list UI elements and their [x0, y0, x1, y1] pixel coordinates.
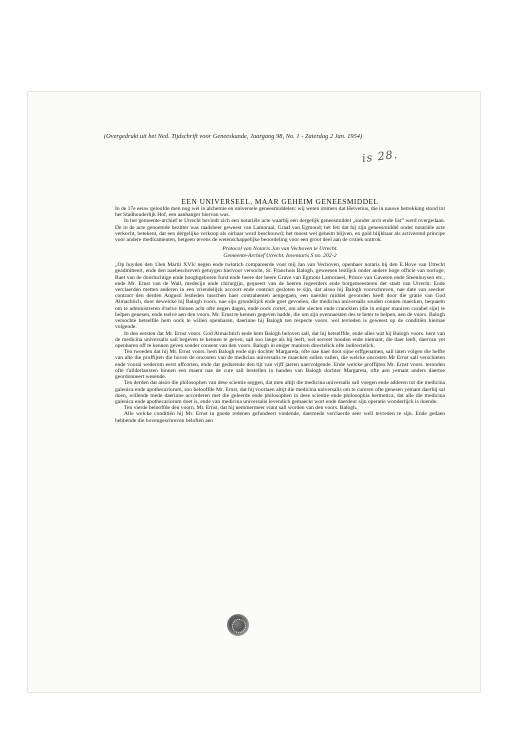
protocol-line-2: Gemeente-Archief Utrecht. Inventaris S no. 202-2 — [223, 252, 337, 259]
handwritten-annotation: is 28. — [361, 147, 399, 166]
library-stamp-seal — [227, 614, 249, 636]
protocol-line-1: Protocol van Notaris Jan van Vechoven te Utrecht. — [222, 246, 338, 253]
deed-paragraph-6: Alle welcke conditiën hij Mr. Ernst in goede redenen gefundeert vindende, daermede verclaerde seer well tevreden te sijn. Ende gedaen hebbende die bovengeschreven beloften aen — [115, 411, 445, 424]
intro-paragraph-2: In het gemeente-archief te Utrecht bevindt zich een notariële acte waarbij een dergelijk geneesmiddel „sonder arch ende list” werd overgedaan. De in de acte genoemde bezitter was raadsheer geweest van Lamoraal, Graaf van Egmond; het feit dat hij zijn geneesmiddel onder notariële acte verkocht, betekent, dat een dergelijke verkoop als oirbaar werd beschouwd; het moest wel geheim blijven, en gold blijkbaar als activerend principe voor andere medicamenten, hetgeen tevens de wetenschappelijke beoordeling voor een groot deel aan de critiek onttrok. — [115, 218, 445, 244]
deed-paragraph-1: „Op huyden den 13en Martii XVIc negen ende twintich compareerde voor mij Jan van Vechoven, openbaer notaris bij den E.Hove van Utrecht geadmitteert, ende den naebeschreven getuygen hiervoor versocht, Sr. Franchois Balogh, geweesen lestlijck onder andere hoge officie van oorloge, Raet van de doorluchtige ende hooghgeboren furst ende heere der heere Grave van Egmont Lamoraeel, Prince van Gaveren ende Steenhuysen etc., ende Mr. Ernst van de Wall, medecijn ende chirurgijn, gequeert van de heeren regeerders ende borgemeesteren der stadt van Utrecht. Ende verclaerden metten anderen in een vriendelijck accoort ende contract gesloten te sijn, dat alsoo hij Balogh voorschreven, nae date van seecker contract den derden Augusti lestleden tusschen haer contrahenten aengegaen, een naerder middel gevonden heeft door die gratie van God Almachtich, door dewelcke hij Balogh voors. nae sijn grondelijck ende goet gevoelen, die medicina universalis souden connen maecken, bequaem om te administreren d'selve binnen acht ofte negen dagen, ende oock corter, om alle siecten ende cranckten (die in eniger maniren curabel sijn) te helpen genesen, ende tselve aen den voors. Mr. Ernst te kennen gegeven hadde, die om sijn evennaesten des te beter te helpen, aen de voors. Balogh versochte hetselfde hem oock te willen openbaren, daerinne hij Balogh ten respecte voors. wel tevreden is geweest op de conditiën hiernae volgende. — [115, 262, 445, 331]
article-title: EEN UNIVERSEEL, MAAR GEHEIM GENEESMIDDEL — [181, 197, 379, 206]
deed-paragraph-3: Ten tweeden dat hij Mr. Ernst voors. hem Balogh ende sijn dochter Margareta, ofte nae haer doot sijne erffgenamen, sall laten volgen die helfte van alle die proffijten die hoven de oncosten van de medicina universalis te maecken sullen vallen, die welcke oncosten Mr Ernst sall verschieten ende vooral wederom eerst affcorten, ende dat gedurende den tijt van vijff jaeren naervolgende. Ende welcke proffijten Mr. Ernst voors. teronden ofte t'allderlanxten binnen een maent nae de cure sall bestellen in handen van Balogh dochter Margareta, ofte aen yemant anders daertoe geordonneert wesende. — [115, 349, 445, 381]
deed-paragraph-2: In den eersten dat Mr. Ernst voors. God Almachtich ende hem Balogh beloven sall, dat hij hetselffde, ende alles wat hij Balogh voors. hem van de medicina universalis sall begeven te kennen te geven, sall soo lange als hij leeft, wel secreet houden ende niemant, die daer leeft, daervan yet openbaren off te kennen geven sonder consent van den voors. Balogh in eniger maniren directelick ofte indirectelick. — [115, 330, 445, 349]
deed-paragraph-5: Ten vierde belooffde den voorn. Mr. Ernst, dat hij nemmermeer viant sall worden van den voors. Balogh. — [124, 405, 358, 412]
article-body — [115, 206, 445, 424]
reprint-header: (Overgedrukt uit het Ned. Tijdschrift voor Geneeskunde, Jaargang 98, No. 1 - Zaterdag 2 Jan. 1954) — [104, 133, 363, 140]
deed-paragraph-4: Ten derden dat alsoo die philosophen van dese scientie seggen, dat men altijt die medicina universalis sall voegen ende adderen tot die medicina galenica ende apothecariorum, soo belooffde Mr. Ernst, dat hij voortaen altijt die medicina universalis om te cureren ofte genesen yemant daerbij sal doen, willende mede daerinne accorderen met die geleerde ende philosophen in dese scientie ende philosophia hermetica, dat alle die medicina galenica ende apothecariorum doet is, ende van medicina universalis levendich gemaeckt wort ende daerdeur sijn operatie wonderlijck is doende. — [115, 380, 445, 405]
protocol-caption — [115, 246, 445, 259]
intro-paragraph-1: In de 17e eeuw geloofde men nog wel in alchemie en universele geneesmiddelen: wij weten immers dat Helvetius, die in nauwe betrekking stond tot het Stadhouderlijk Hof, een aanhanger hiervan was. — [115, 206, 445, 219]
